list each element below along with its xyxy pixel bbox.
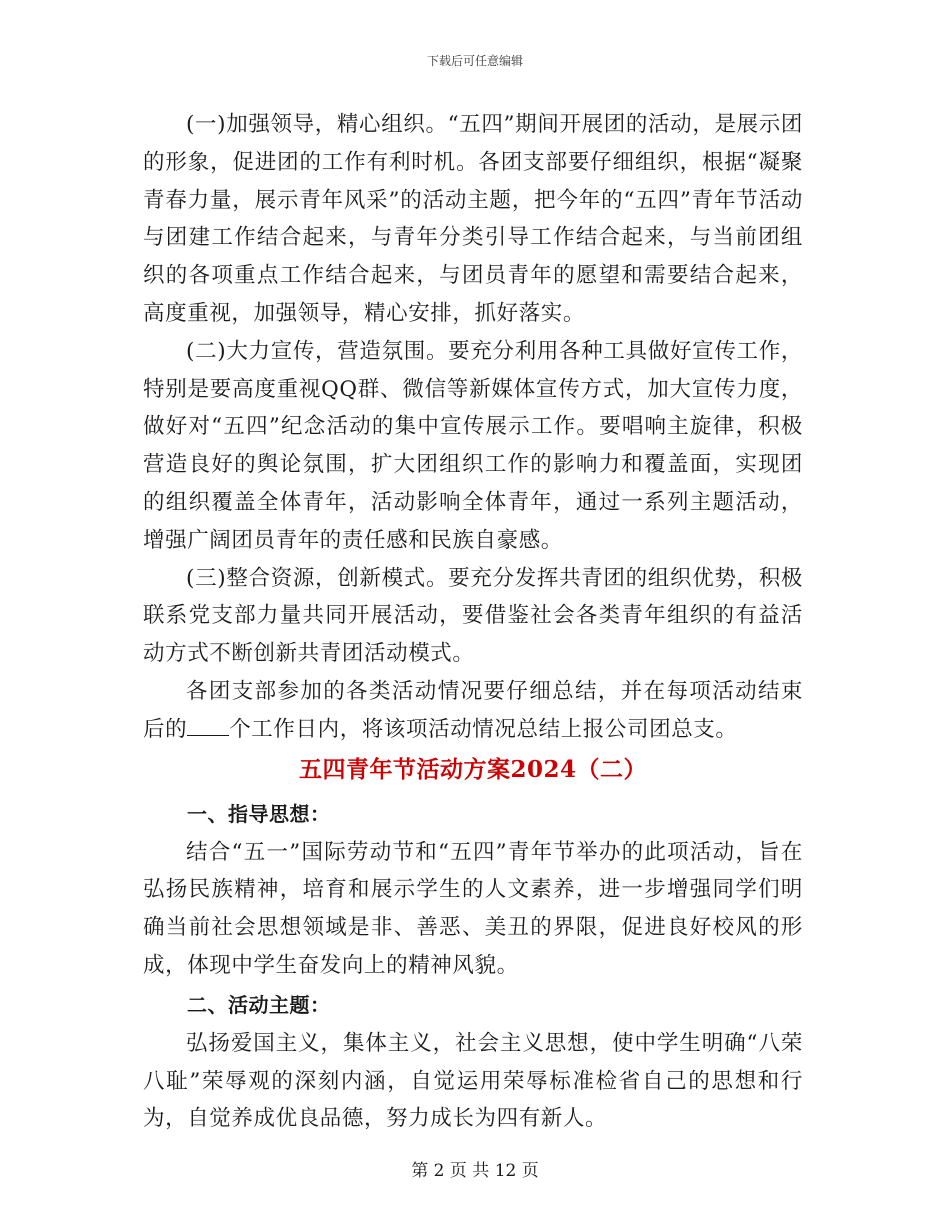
document-body [143,106,803,1138]
paragraph-activity-theme: 弘扬爱国主义，集体主义，社会主义思想，使中学生明确“八荣八耻”荣辱观的深刻内涵，自觉运用荣辱标准检省自己的思想和行为，自觉养成优良品德，努力成长为四有新人。 [143,1030,803,1132]
paragraph-leadership: (一)加强领导，精心组织。“五四”期间开展团的活动，是展示团的形象，促进团的工作有利时机。各团支部要仔细组织，根据“凝聚青春力量，展示青年风采”的活动主题，把今年的“五四”青年节活动与团建工作结合起来，与青年分类引导工作结合起来，与当前团组织的各项重点工作结合起来，与团员青年的愿望和需要结合起来，高度重视，加强领导，精心安排，抓好落实。 [143,112,803,326]
summary-text-after: 个工作日内，将该项活动情况总结上报公司团总支。 [229,716,738,742]
summary-text-before: 各团支部参加的各类活动情况要仔细总结，并在每项活动结束后的 [143,678,803,742]
page-number-footer: 第 2 页 共 12 页 [411,1161,539,1181]
paragraph-guiding-ideology: 结合“五一”国际劳动节和“五四”青年节举办的此项活动，旨在弘扬民族精神，培育和展示学生的人文素养，进一步增强同学们明确当前社会思想领域是非、善恶、美丑的界限，促进良好校风的形成，体现中学生奋发向上的精神风貌。 [143,839,803,978]
paragraph-resources: (三)整合资源，创新模式。要充分发挥共青团的组织优势，积极联系党支部力量共同开展活动，要借鉴社会各类青年组织的有益活动方式不断创新共青团活动模式。 [143,565,803,667]
section-title: 五四青年节活动方案2024（二） [298,755,647,783]
paragraph-publicity: (二)大力宣传，营造氛围。要充分利用各种工具做好宣传工作，特别是要高度重视QQ群、微信等新媒体宣传方式，加大宣传力度，做好对“五四”纪念活动的集中宣传展示工作。要唱响主旋律，积极营造良好的舆论氛围，扩大团组织工作的影响力和覆盖面，实现团的组织覆盖全体青年，活动影响全体青年，通过一系列主题活动，增强广阔团员青年的责任感和民族自豪感。 [143,338,803,553]
page-header: 下载后可任意编辑 [426,54,523,68]
heading-guiding-ideology: 一、指导思想： [187,801,331,826]
heading-activity-theme: 二、活动主题： [187,992,331,1017]
fill-in-blank [187,715,229,736]
paragraph-summary [143,673,803,749]
